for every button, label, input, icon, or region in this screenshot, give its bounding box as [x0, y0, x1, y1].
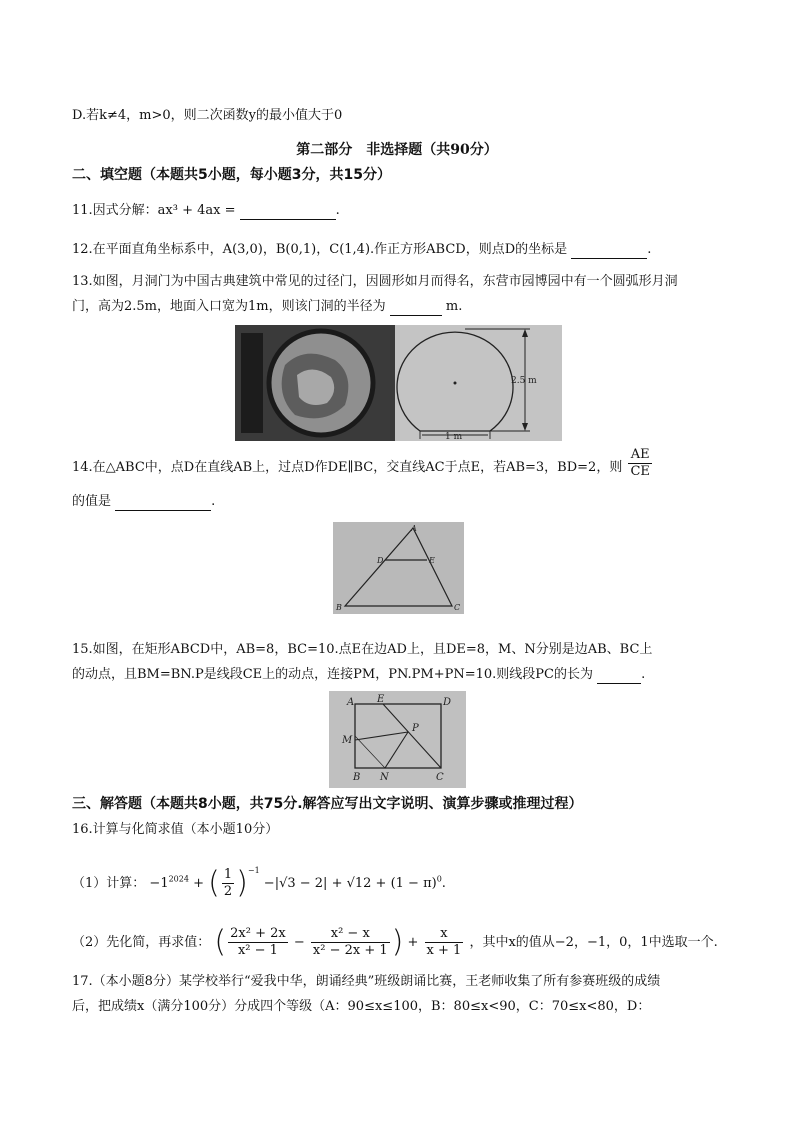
- q16-1-exp-a: 2024: [168, 874, 189, 884]
- fig14-label-b: B: [336, 603, 342, 612]
- q16-1-exp-b: −1: [247, 866, 260, 875]
- q13-line-2-text: 门，高为2.5m，地面入口宽为1m，则该门洞的半径为: [72, 299, 386, 314]
- q16-2-prefix: （2）先化简，再求值：: [72, 935, 211, 950]
- fig15-label-c: C: [436, 772, 444, 783]
- fig15-label-a: A: [347, 697, 355, 708]
- q16-1-end: .: [441, 876, 446, 891]
- q13-unit: m.: [445, 299, 463, 314]
- question-12: 12.在平面直角坐标系中，A(3,0)，B(0,1)，C(1,4).作正方形ABCD，则点D的坐标是 .: [72, 242, 652, 257]
- q16-2-suffix: ，其中x的值从−2，−1，0，1中选取一个.: [469, 935, 718, 950]
- q14-fraction-numerator: AE: [628, 447, 651, 464]
- q15-line-1: 15.如图，在矩形ABCD中，AB=8，BC=10.点E在边AD上，且DE=8，M、N分别是边AB、BC上: [72, 642, 653, 657]
- fig14-label-c: C: [454, 603, 461, 612]
- q16-title: 16.计算与化简求值（本小题10分）: [72, 822, 279, 837]
- question-16-1: （1）计算： $-1^{2024}$ + ( $\frac{1}{2}$ )$^{-1} -|√3 - 2| + √12 + (1 - \pi)^0$.: [72, 865, 446, 901]
- q16-1-plus: +: [193, 876, 204, 891]
- fig15-label-p: P: [412, 723, 419, 734]
- q15-answer-blank[interactable]: [597, 669, 641, 684]
- figure-15: [329, 691, 466, 788]
- fig14-label-d: D: [377, 556, 384, 565]
- figure-13-diagram: [235, 325, 562, 441]
- figure-13: [235, 325, 562, 441]
- fig15-label-n: N: [380, 772, 389, 783]
- q12-answer-blank[interactable]: [571, 244, 647, 259]
- part-title: 第二部分 非选择题（共90分）: [296, 142, 498, 158]
- q13-line-1: 13.如图，月洞门为中国古典建筑中常见的过径门，因圆形如月而得名，东营市园博园中有一个圆弧形月洞: [72, 274, 678, 289]
- q16-2-minus: −: [293, 935, 305, 950]
- q16-2-fraction-2: $\frac{\text{x² − x}}{\text{x² − 2x + 1}}$: [312, 926, 388, 958]
- q16-2-plus: +: [407, 935, 419, 950]
- q14-line-2-text: 的值是: [72, 494, 112, 509]
- fig14-label-e: E: [429, 556, 435, 565]
- q16-2-fraction-3: $\frac{x}{x + 1}$: [426, 926, 462, 958]
- q15-line-2-text: 的动点，且BM=BN.P是线段CE上的动点，连接PM，PN.PM+PN=10.则线段PC的长为: [72, 667, 593, 682]
- question-14-line-2: 的值是 .: [72, 494, 216, 509]
- q14-line-1-text: 14.在△ABC中，点D在直线AB上，过点D作DE∥BC，交直线AC于点E，若AB=3，BD=2，则: [72, 460, 623, 475]
- q16-1-exp-c: 0: [436, 874, 442, 884]
- q16-1-term-c: −|√3 − 2| + √12 + (1 − π): [263, 876, 437, 891]
- q11-answer-blank[interactable]: [240, 205, 336, 220]
- q14-answer-blank[interactable]: [115, 496, 211, 511]
- figure-14-diagram: [333, 522, 464, 614]
- fig14-label-a: A: [411, 524, 417, 533]
- top-option-d: D.若k≠4，m>0，则二次函数y的最小值大于0: [72, 108, 343, 123]
- q17-line-1: 17.（本小题8分）某学校举行“爱我中华，朗诵经典”班级朗诵比赛，王老师收集了所有参赛班级的成绩: [72, 974, 661, 989]
- q11-text: 11.因式分解：ax³ + 4ax =: [72, 203, 236, 218]
- fig15-label-b: B: [353, 772, 361, 783]
- q12-text: 12.在平面直角坐标系中，A(3,0)，B(0,1)，C(1,4).作正方形ABCD，则点D的坐标是: [72, 242, 568, 257]
- question-15-line-2: 的动点，且BM=BN.P是线段CE上的动点，连接PM，PN.PM+PN=10.则线段PC的长为 .: [72, 667, 646, 682]
- fig13-width-label: 1 m: [445, 432, 463, 441]
- fig15-label-e: E: [377, 694, 385, 705]
- section-2-heading: 二、填空题（本题共5小题，每小题3分，共15分）: [72, 167, 391, 183]
- question-13-line-2: [72, 298, 724, 316]
- q16-1-term-a: −1: [149, 876, 169, 891]
- fig15-label-m: M: [342, 735, 353, 746]
- q17-line-2: 后，把成绩x（满分100分）分成四个等级（A：90≤x≤100，B：80≤x<90，C：70≤x<80，D：: [72, 999, 651, 1014]
- section-3-heading: 三、解答题（本题共8小题，共75分.解答应写出文字说明、演算步骤或推理过程）: [72, 796, 583, 812]
- q16-1-half: $\frac{1}{2}$: [223, 867, 233, 899]
- figure-14: [333, 522, 464, 614]
- fig13-height-label: 2.5 m: [511, 376, 537, 386]
- q16-2-fraction-1: $\frac{\text{2x² + 2x}}{\text{x² − 1}}$: [230, 926, 286, 958]
- question-16-2: （2）先化简，再求值： ( $\frac{\text{2x² + 2x}}{\text{x² − 1}}$ − $\frac{\text{x² − x}}{\text{x² − 2x + 1}}$ ) + $\frac{x}{x + 1}$ ，其中x的值从−2，−1，0，1中选取一个.: [72, 924, 718, 960]
- fig15-label-d: D: [443, 697, 452, 708]
- q14-fraction-denominator: CE: [630, 464, 650, 479]
- question-11: 11.因式分解：ax³ + 4ax = .: [72, 203, 340, 218]
- figure-15-diagram: [329, 691, 466, 788]
- q16-1-prefix: （1）计算：: [72, 876, 146, 891]
- q13-answer-blank[interactable]: [390, 301, 442, 316]
- q14-fraction: [628, 447, 651, 480]
- question-14-line-1: [72, 447, 724, 480]
